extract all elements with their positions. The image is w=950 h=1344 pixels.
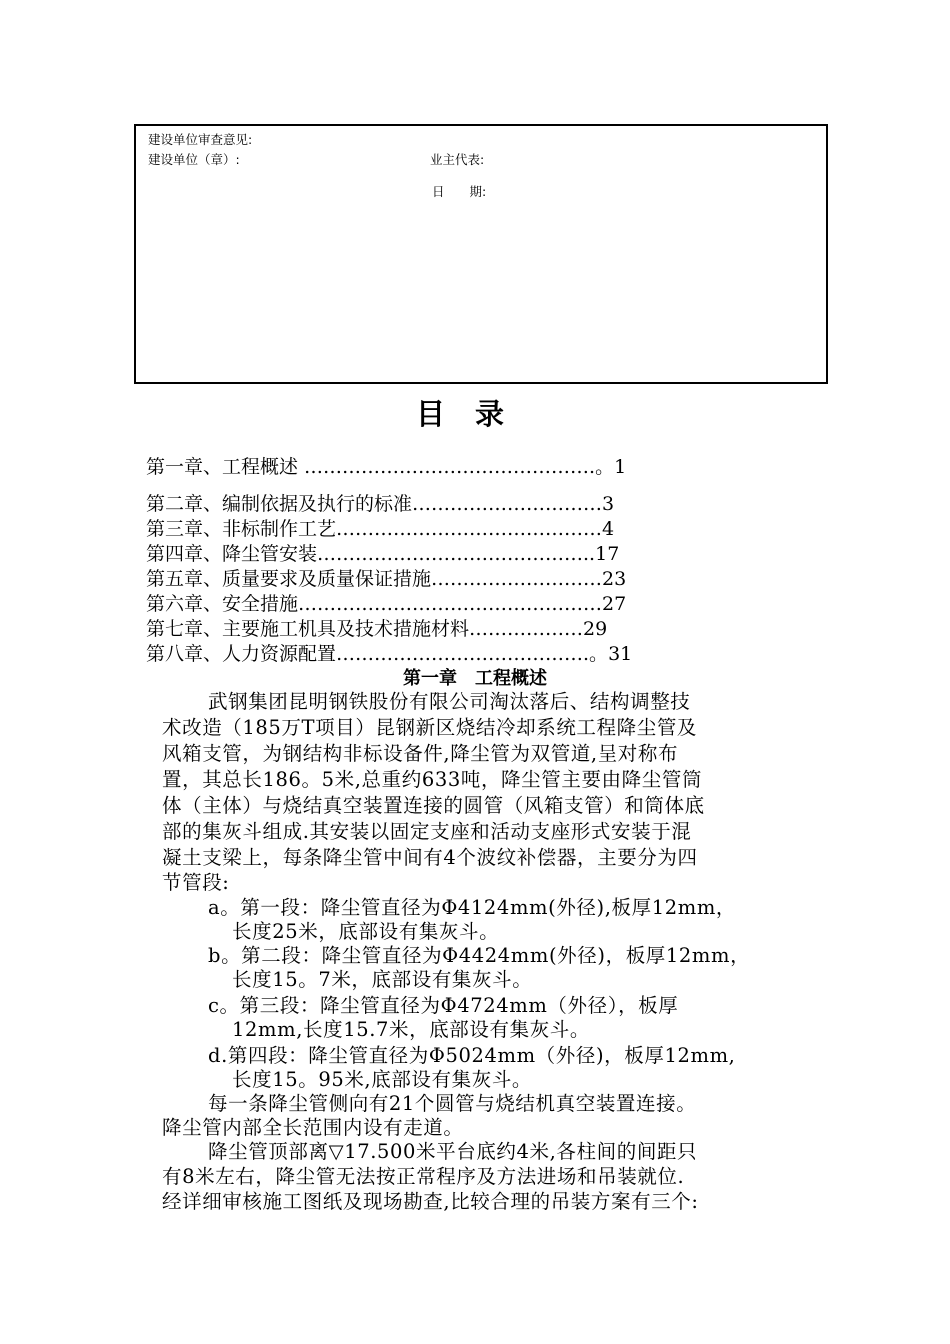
paragraph-line: 体（主体）与烧结真空装置连接的圆管（风箱支管）和筒体底 [162,794,705,817]
date-label: 日 期: [432,184,487,199]
list-item-line: d.第四段：降尘管直径为Φ5024mm（外径)，板厚12mm, [208,1044,736,1067]
toc-entry-page: 1 [614,456,627,478]
toc-entry [146,452,626,479]
toc-entry-label: 第一章、工程概述 [146,456,299,478]
list-item-line: 长度25米，底部设有集灰斗。 [232,920,500,943]
toc-entry-page: 4 [602,518,615,540]
toc-entry [146,564,626,591]
list-item-line: 12mm,长度15.7米，底部设有集灰斗。 [232,1018,591,1041]
toc-entry-label: 第三章、非标制作工艺 [146,518,337,540]
toc-entry [146,489,614,516]
list-item-line: a。第一段：降尘管直径为Φ4124mm(外径),板厚12mm， [208,896,737,919]
paragraph-line: 有8米左右，降尘管无法按正常程序及方法进场和吊装就位. [162,1165,685,1188]
list-item-line: 长度15。7米，底部设有集灰斗。 [232,968,533,991]
paragraph-line: 降尘管顶部离▽17.500米平台底约4米,各柱间的间距只 [208,1140,698,1163]
paragraph-line: 节管段: [162,871,230,894]
toc-entry-leader: …………………………………….. [317,543,596,565]
toc-entry [146,539,619,566]
review-opinion-label: 建设单位审查意见: [148,132,253,147]
toc-entry-page: 3 [602,493,615,515]
toc-entry-page: 27 [602,593,627,615]
toc-entry [146,514,614,541]
owner-rep-label: 业主代表: [430,152,485,167]
unit-seal-label: 建设单位（章）: [148,152,240,167]
paragraph-line: 风箱支管，为钢结构非标设备件,降尘管为双管道,呈对称布 [162,742,679,765]
list-item-line: 长度15。95米,底部设有集灰斗。 [232,1068,533,1091]
list-item-line: c。第三段：降尘管直径为Φ4724mm（外径），板厚 [208,994,679,1017]
list-item-line: b。第二段：降尘管直径为Φ4424mm(外径)，板厚12mm， [208,944,751,967]
paragraph-line: 术改造（185万T项目）昆钢新区烧结冷却系统工程降尘管及 [162,716,698,739]
toc-entry-label: 第七章、主要施工机具及技术措施材料 [146,618,470,640]
toc-entry-leader: …………………………………… [336,518,603,540]
toc-title: 目录 [415,397,534,431]
toc-entry-label: 第五章、质量要求及质量保证措施 [146,568,432,590]
toc-entry [146,639,632,666]
chapter-heading: 第一章 工程概述 [403,668,547,689]
toc-entry-leader: ………………………………….。 [336,643,609,665]
paragraph-line: 部的集灰斗组成.其安装以固定支座和活动支座形式安装于混 [162,820,692,843]
toc-entry-label: 第六章、安全措施 [146,593,299,615]
toc-entry-page: 29 [583,618,608,640]
toc-entry [146,614,607,641]
toc-entry-label: 第二章、编制依据及执行的标准 [146,493,413,515]
toc-entry-leader: ……………………… [431,568,603,590]
toc-entry [146,589,626,616]
paragraph-line: 置，其总长186。5米,总重约633吨，降尘管主要由降尘管筒 [162,768,703,791]
toc-entry-leader: ……………………………………….。 [298,456,615,478]
toc-entry-page: 23 [602,568,627,590]
approval-box [134,124,828,384]
paragraph-line: 凝土支梁上，每条降尘管中间有4个波纹补偿器，主要分为四 [162,846,698,869]
toc-entry-leader: ………………………… [412,493,603,515]
toc-entry-leader: ………………………………………… [298,593,603,615]
paragraph-line: 每一条降尘管侧向有21个圆管与烧结机真空装置连接。 [208,1092,697,1115]
toc-entry-label: 第四章、降尘管安装 [146,543,318,565]
toc-entry-label: 第八章、人力资源配置 [146,643,337,665]
toc-entry-page: 31 [608,643,633,665]
paragraph-line: 降尘管内部全长范围内设有走道。 [162,1116,464,1139]
toc-entry-leader: ……………… [469,618,584,640]
paragraph-line: 经详细审核施工图纸及现场勘查,比较合理的吊装方案有三个: [162,1190,699,1213]
toc-entry-page: 17 [595,543,620,565]
paragraph-line: 武钢集团昆明钢铁股份有限公司淘汰落后、结构调整技 [208,690,691,713]
